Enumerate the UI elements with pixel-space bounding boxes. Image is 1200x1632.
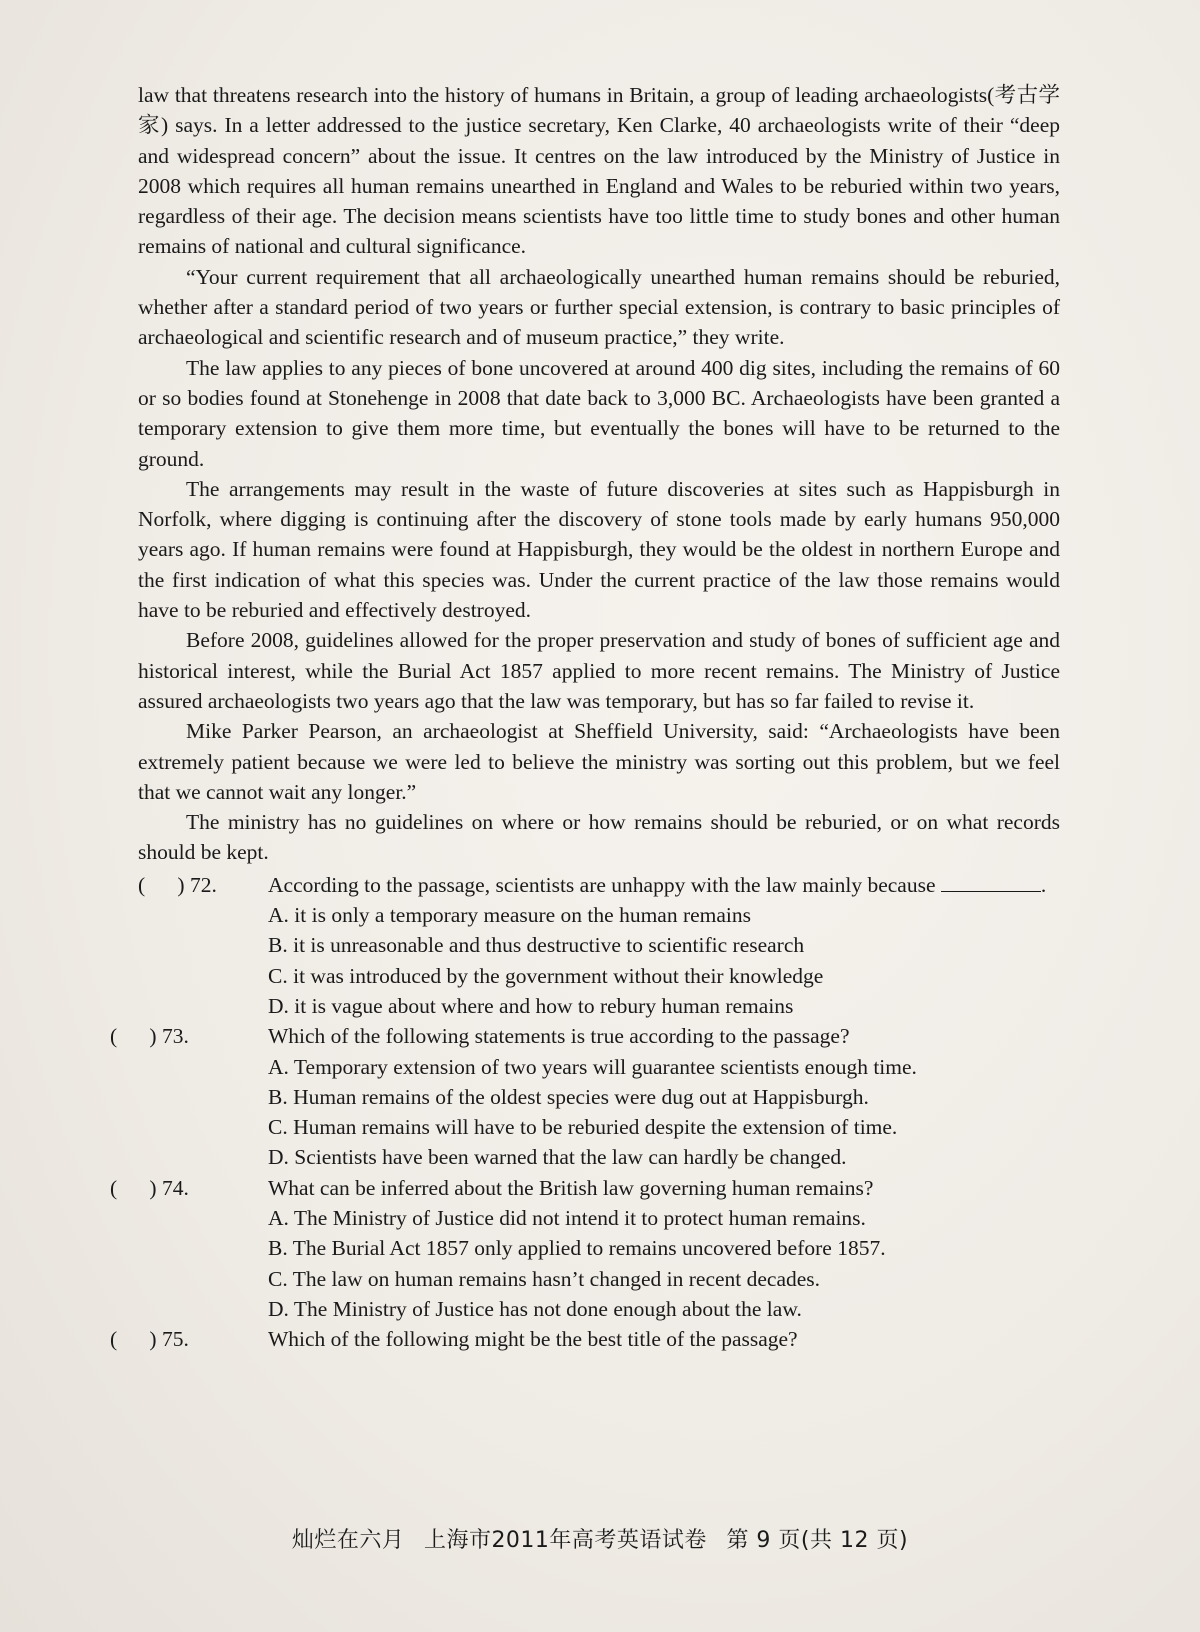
option-b: B. The Burial Act 1857 only applied to remains uncovered before 1857. <box>268 1236 886 1261</box>
footer-page-number: 第 9 页(共 12 页) <box>726 1528 909 1553</box>
option-b: B. Human remains of the oldest species were dug out at Happisburgh. <box>268 1084 869 1109</box>
question-list <box>110 870 1060 1355</box>
answer-bracket: ( ) 73. <box>110 1024 189 1049</box>
passage-paragraph-3: The law applies to any pieces of bone uncovered at around 400 dig sites, including the remains of 60 or so bodies found at Stonehenge in 2008 that date back to 3,000 BC. Archaeologists have been granted a temporary extension to give them more time, but eventually the bones will have to be returned to the ground. <box>138 355 1060 471</box>
question-73 <box>110 1021 1060 1172</box>
passage-paragraph-4: The arrangements may result in the waste of future discoveries at sites such as Happisburgh in Norfolk, where digging is continuing after the discovery of stone tools made by early humans 950,000 years ago. If human remains were found at Happisburgh, they would be the oldest in northern Europe and the first indication of what this species was. Under the current practice of the law those remains would have to be reburied and effectively destroyed. <box>138 476 1060 623</box>
option-d: D. The Ministry of Justice has not done enough about the law. <box>268 1296 802 1321</box>
footer-slogan: 灿烂在六月 <box>291 1528 405 1553</box>
question-72 <box>138 870 1060 1021</box>
question-stem: What can be inferred about the British law governing human remains? <box>268 1175 874 1200</box>
option-c: C. Human remains will have to be reburied despite the extension of time. <box>268 1115 898 1140</box>
question-75 <box>110 1324 1060 1354</box>
option-c: C. The law on human remains hasn’t changed in recent decades. <box>268 1266 821 1291</box>
footer-exam-title: 上海市2011年高考英语试卷 <box>423 1528 707 1553</box>
option-b: B. it is unreasonable and thus destructive to scientific research <box>268 933 805 958</box>
option-d: D. it is vague about where and how to rebury human remains <box>268 993 794 1018</box>
option-a: A. it is only a temporary measure on the human remains <box>268 903 752 928</box>
passage-paragraph-5: Before 2008, guidelines allowed for the proper preservation and study of bones of sufficient age and historical interest, while the Burial Act 1857 applied to more recent remains. The Ministry of Justice assured archaeologists two years ago that the law was temporary, but has so far failed to revise it. <box>138 628 1060 713</box>
passage-paragraph-6: Mike Parker Pearson, an archaeologist at Sheffield University, said: “Archaeologists have been extremely patient because we were led to believe the ministry was sorting out this problem, but we feel that we cannot wait any longer.” <box>138 719 1060 804</box>
question-74 <box>110 1173 1060 1324</box>
answer-bracket: ( ) 74. <box>110 1175 189 1200</box>
question-stem: According to the passage, scientists are unhappy with the law mainly because . <box>268 872 1047 897</box>
option-a: A. The Ministry of Justice did not intend it to protect human remains. <box>268 1205 866 1230</box>
answer-bracket: ( ) 75. <box>110 1327 189 1352</box>
option-c: C. it was introduced by the government without their knowledge <box>268 963 824 988</box>
question-stem: Which of the following might be the best title of the passage? <box>268 1327 798 1352</box>
option-a: A. Temporary extension of two years will guarantee scientists enough time. <box>268 1054 917 1079</box>
answer-bracket: ( ) 72. <box>138 872 217 897</box>
question-stem: Which of the following statements is true according to the passage? <box>268 1024 850 1049</box>
option-d: D. Scientists have been warned that the law can hardly be changed. <box>268 1145 847 1170</box>
passage-paragraph-2: “Your current requirement that all archaeologically unearthed human remains should be reburied, whether after a standard period of two years or further special extension, is contrary to basic principles of archaeological and scientific research and of museum practice,” they write. <box>138 264 1060 350</box>
passage-paragraph-7: The ministry has no guidelines on where or how remains should be reburied, or on what records should be kept. <box>138 810 1060 865</box>
passage-body <box>110 80 1060 1354</box>
page-footer <box>0 1523 1200 1554</box>
answer-blank <box>941 873 1041 892</box>
passage-paragraph-1: law that threatens research into the history of humans in Britain, a group of leading archaeologists(考古学家) says. In a letter addressed to the justice secretary, Ken Clarke, 40 archaeologists write of their “deep and widespread concern” about the issue. It centres on the law introduced by the Ministry of Justice in 2008 which requires all human remains unearthed in England and Wales to be reburied within two years, regardless of their age. The decision means scientists have too little time to study bones and other human remains of national and cultural significance. <box>138 83 1060 259</box>
